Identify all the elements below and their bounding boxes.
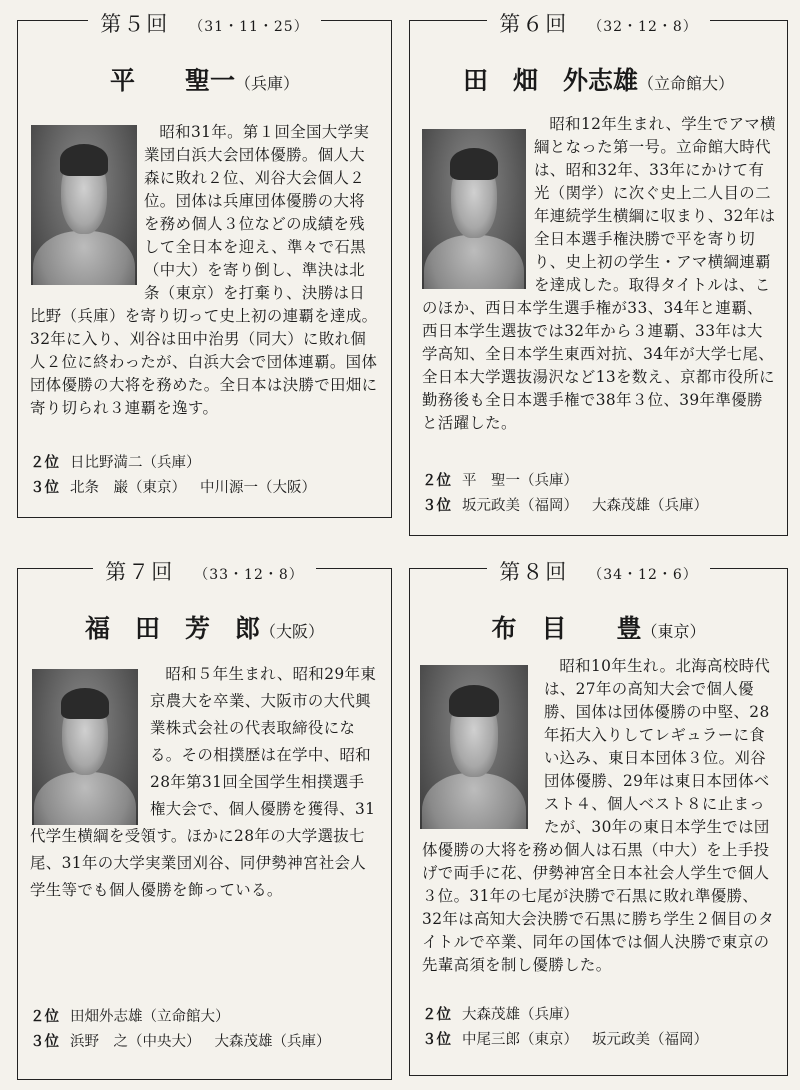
third-place-label: ３位 (422, 1032, 451, 1048)
second-place-name: 大森茂雄（兵庫） (462, 1007, 578, 1023)
biography-text (30, 661, 380, 904)
third-place-name: 大森茂雄（兵庫） (214, 1034, 331, 1050)
results-list (30, 1005, 345, 1055)
biography-paragraph: 昭和31年。第１回全国大学実業団白浜大会団体優勝。個人大森に敗れ２位、刈谷大会個人２位。団体は兵庫団体優勝の大将を務め個人３位などの成績を残して全日本を迎え、準々で石黒（中大）を寄り倒し、準決は北条（東京）を打棄り、決勝は日比野（兵庫）を寄り切って史上初の連覇を達成。32年に入り、刈谷は田中治男（同大）に敗れ個人２位に終わったが、白浜大会で団体連覇。国体団体優勝の大将を務めた。全日本は決勝で田畑に寄り切られ３連覇を逸す。 (30, 123, 378, 417)
biography-text (422, 113, 776, 435)
third-place-name: 浜野 之（中央大） (70, 1034, 201, 1050)
third-place-name: 中尾三郎（東京） (462, 1032, 578, 1048)
round-date: （31・11・25） (183, 19, 314, 35)
biography-paragraph: 昭和５年生まれ、昭和29年東京農大を卒業、大阪市の大代興業株式会社の代表取締役になる。その相撲歴は在学中、昭和28年第31回全国学生相撲選手権大会で、個人優勝を獲得、31代学生横綱を受領す。ほかに28年の大学選抜七尾、31年の大学実業団刈谷、同伊勢神宮社会人学生等でも個人優勝を飾っている。 (30, 665, 377, 899)
third-place-name: 坂元政美（福岡） (462, 498, 578, 514)
champion-name (410, 61, 787, 97)
third-place-name: 大森茂雄（兵庫） (592, 498, 708, 514)
biography-paragraph: 昭和10年生れ。北海高校時代は、27年の高知大会で個人優勝、国体は団体優勝の中堅、28年拓大入りしてレギュラーに食い込み、東日本団体３位。刈谷団体優勝、29年は東日本団体ベスト４、個人ベスト８に止まったが、30年の東日本学生では団体優勝の大将を務め個人は石黒（中大）を上手投げで両手に花、伊勢神宮全日本社会人学生で個人３位。31年の七尾が決勝で石黒に敗れ準優勝、32年は高知大会決勝で石黒に勝ち学生２個目のタイトルで卒業、同年の国体では個人決勝で東京の先輩高須を制し優勝した。 (422, 657, 774, 974)
second-place-name: 日比野満二（兵庫） (70, 455, 201, 471)
name-text: 田 畑 外志雄 (462, 66, 638, 95)
round-label: 第５回 (94, 12, 175, 36)
third-place-name: 中川源一（大阪） (200, 480, 316, 496)
round-label: 第７回 (99, 560, 180, 584)
card-header (18, 556, 391, 586)
third-place-name: 坂元政美（福岡） (592, 1032, 708, 1048)
second-place-label: ２位 (422, 473, 451, 489)
second-place-label: ２位 (30, 455, 59, 471)
biography-text (30, 121, 380, 420)
second-place-row (30, 451, 330, 476)
third-place-row (30, 1030, 345, 1055)
third-place-row (422, 494, 722, 519)
third-place-name: 北条 巌（東京） (70, 480, 186, 496)
second-place-label: ２位 (422, 1007, 451, 1023)
affiliation: （立命館大） (638, 74, 735, 93)
card-header (410, 556, 787, 586)
biography-text (422, 655, 778, 977)
second-place-row (422, 469, 722, 494)
champion-card-6 (409, 12, 788, 536)
results-list (30, 451, 330, 501)
card-header (18, 8, 391, 38)
second-place-label: ２位 (30, 1009, 59, 1025)
round-date: （32・12・8） (582, 19, 704, 35)
third-place-label: ３位 (30, 1034, 59, 1050)
champion-card-7 (17, 560, 392, 1080)
second-place-name: 平 聖一（兵庫） (462, 473, 578, 489)
card-header (410, 8, 787, 38)
round-label: 第６回 (493, 12, 574, 36)
third-place-row (422, 1028, 722, 1053)
third-place-label: ３位 (30, 480, 59, 496)
third-place-label: ３位 (422, 498, 451, 514)
name-text: 平 聖一 (109, 66, 235, 95)
champion-card-5 (17, 12, 392, 518)
round-date: （33・12・8） (188, 567, 310, 583)
results-list (422, 1003, 722, 1053)
second-place-row (422, 1003, 722, 1028)
name-text: 福 田 芳 郎 (84, 614, 260, 643)
biography-paragraph: 昭和12年生まれ、学生でアマ横綱となった第一号。立命館大時代は、昭和32年、33年にかけて有光（関学）に次ぐ史上二人目の二年連続学生横綱に収まり、32年は全日本選手権決勝で平を寄り切り、史上初の学生・アマ横綱連覇を達成した。取得タイトルは、このほか、西日本学生選手権が33、34年と連覇、西日本学生選抜では32年から３連覇、33年は大学高知、全日本学生東西対抗、34年が大学七尾、全日本大学選抜湯沢など13を数え、京都市役所に勤務後も全日本選手権で38年３位、39年準優勝と活躍した。 (422, 115, 776, 432)
second-place-row (30, 1005, 345, 1030)
champion-name (18, 609, 391, 645)
champion-name (410, 609, 787, 645)
affiliation: （大阪） (260, 622, 325, 641)
round-label: 第８回 (493, 560, 574, 584)
second-place-name: 田畑外志雄（立命館大） (70, 1009, 230, 1025)
champion-name (18, 61, 391, 97)
champion-card-8 (409, 560, 788, 1076)
name-text: 布 目 豊 (491, 614, 642, 643)
third-place-row (30, 476, 330, 501)
affiliation: （兵庫） (235, 74, 300, 93)
affiliation: （東京） (641, 622, 706, 641)
results-list (422, 469, 722, 519)
round-date: （34・12・6） (582, 567, 704, 583)
